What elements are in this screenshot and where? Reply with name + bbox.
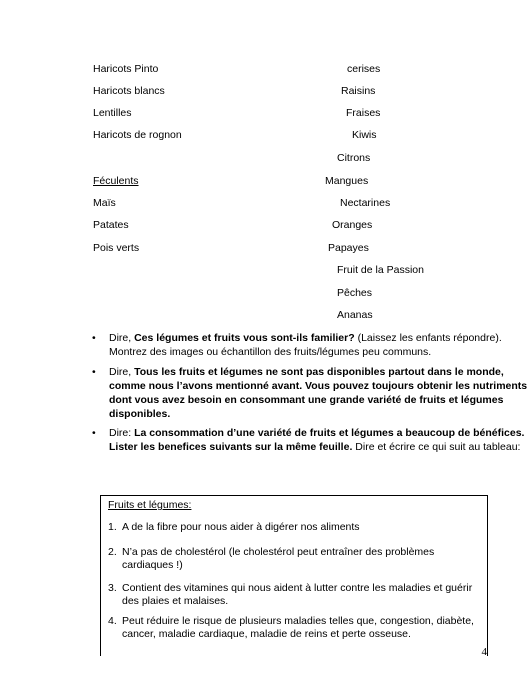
list-item: Mangues [325, 175, 369, 187]
bullet-bold-text: La consommation d’une variété de fruits et légumes a beaucoup de bénéfices. Lister les benefices suivants sur la même feuille. [109, 427, 525, 453]
list-item: Nectarines [340, 197, 391, 209]
section-heading: Féculents [93, 175, 139, 187]
list-item: Haricots de rognon [93, 129, 182, 141]
list-item: Maïs [93, 197, 116, 209]
bullet-bold-text: Ces légumes et fruits vous sont-ils familier? [134, 332, 355, 344]
list-item: Citrons [337, 152, 371, 164]
bullet-icon: • [92, 332, 96, 344]
item-text: Contient des vitamines qui nous aident à lutter contre les maladies et guérir des plaies et malaises. [122, 582, 473, 607]
bullet-icon: • [92, 427, 96, 439]
item-text: Peut réduire le risque de plusieurs maladies telles que, congestion, diabète, cancer, maladie cardiaque, maladie de reins et perte osseuse. [122, 615, 474, 640]
bullet-paragraph [92, 331, 529, 359]
list-item: Pois verts [93, 242, 140, 254]
item-text: N’a pas de cholestérol (le cholestérol peut entraîner des problèmes cardiaques !) [122, 546, 435, 571]
item-number: 1. [108, 521, 117, 533]
list-item: Pêches [337, 287, 373, 299]
bullet-icon: • [92, 366, 96, 378]
item-text: A de la fibre pour nous aider à digérer nos aliments [122, 521, 360, 533]
list-item: Patates [93, 219, 129, 231]
bullet-bold-text: Tous les fruits et légumes ne sont pas disponibles partout dans le monde, comme nous l’avons mentionné avant. Vous pouvez toujours obtenir les nutriments dont vous avez besoin en consommant une grande variété de fruits et légumes disponibles. [109, 366, 528, 420]
benefits-box [100, 495, 488, 656]
list-item: Raisins [341, 85, 376, 97]
page-number: 4 [481, 646, 487, 658]
list-item: Fraises [346, 107, 381, 119]
list-item: cerises [347, 63, 381, 75]
item-number: 4. [108, 615, 117, 627]
bullet-prefix: Dire: [109, 427, 135, 439]
list-item: Oranges [332, 219, 373, 231]
bullet-prefix: Dire, [109, 366, 135, 378]
list-item: Ananas [337, 309, 373, 321]
item-number: 3. [108, 582, 117, 594]
item-number: 2. [108, 546, 117, 558]
bullet-paragraph [92, 426, 529, 454]
list-item: Papayes [328, 242, 369, 254]
list-item: Lentilles [93, 107, 132, 119]
bullet-rest-text: (Laissez les enfants répondre). Montrez des images ou échantillon des fruits/légumes peu communs. [109, 332, 502, 358]
bullet-paragraph [92, 365, 529, 421]
bullet-rest-text: Dire et écrire ce qui suit au tableau: [352, 441, 521, 453]
list-item: Haricots Pinto [93, 63, 159, 75]
box-title: Fruits et légumes: [108, 499, 192, 511]
bullet-prefix: Dire, [109, 332, 135, 344]
list-item: Kiwis [352, 129, 377, 141]
list-item: Haricots blancs [93, 85, 165, 97]
list-item: Fruit de la Passion [337, 264, 424, 276]
